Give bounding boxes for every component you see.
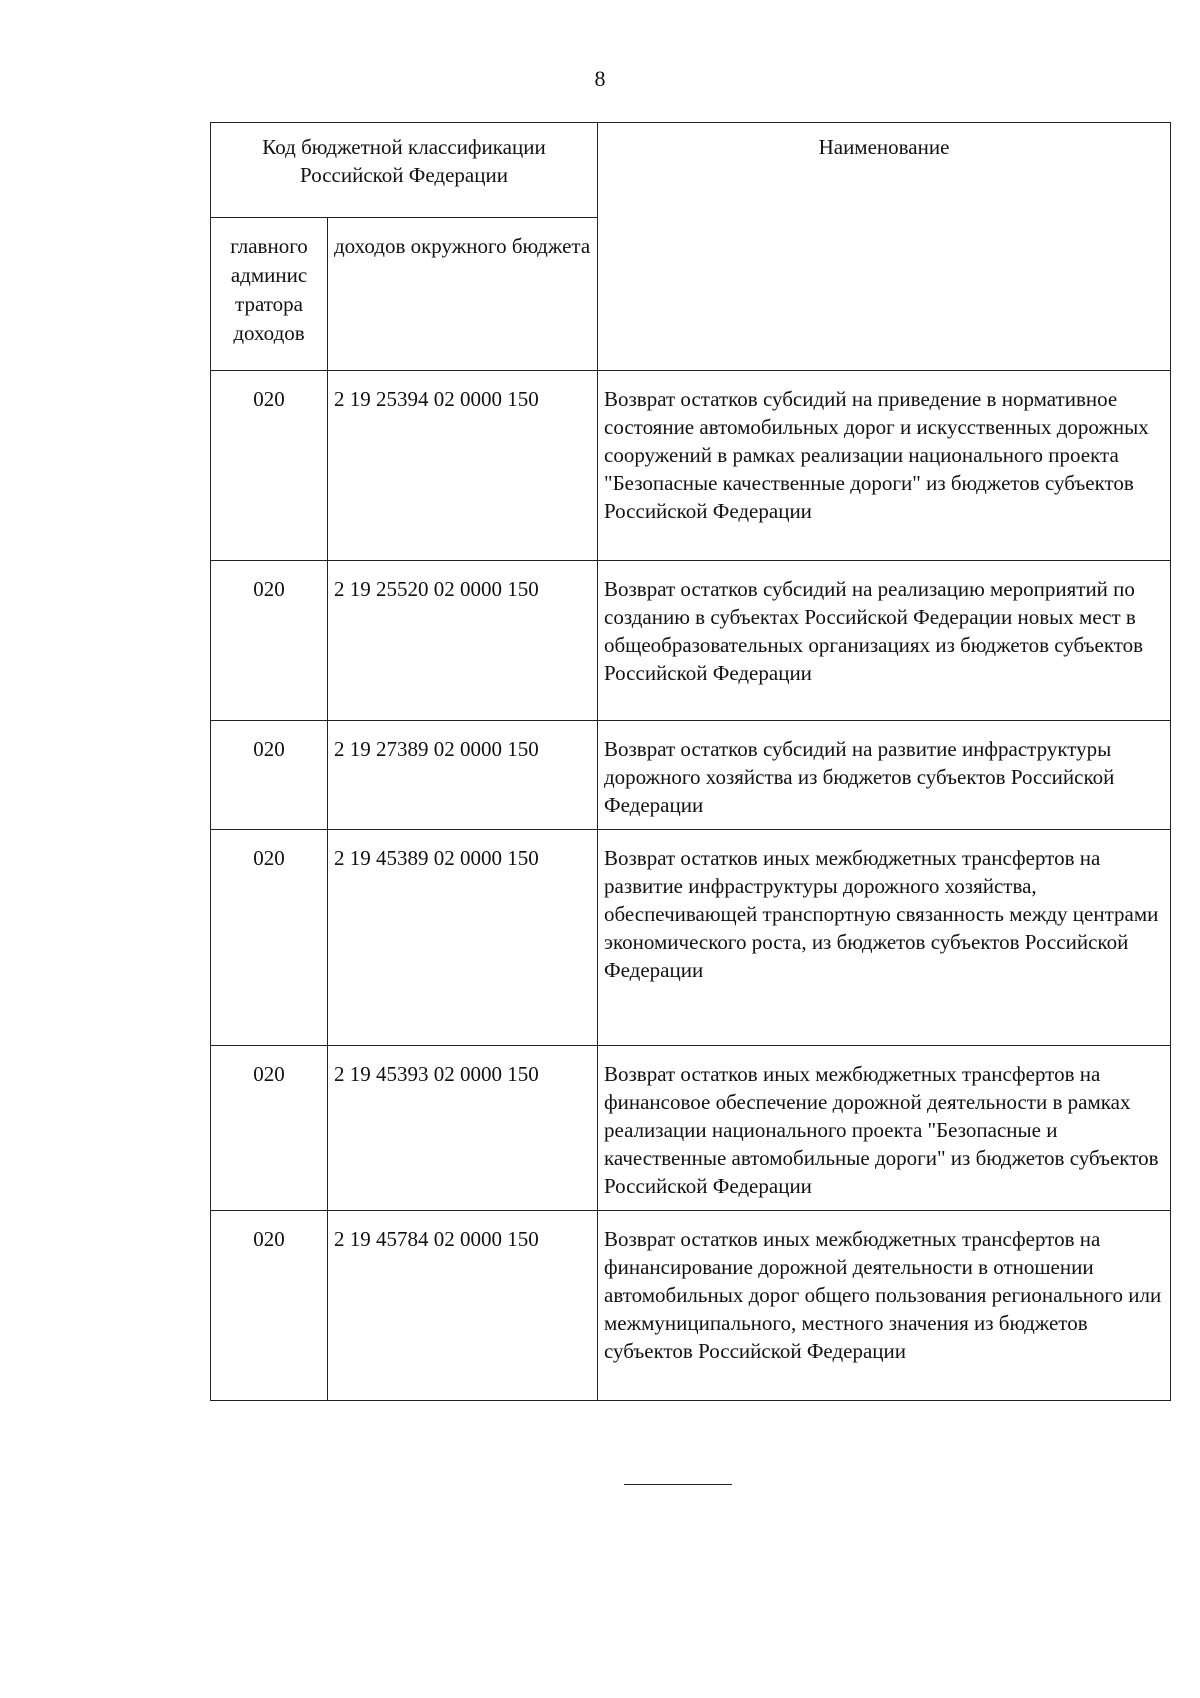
revenue-name-cell: Возврат остатков субсидий на развитие инфраструктуры дорожного хозяйства из бюджетов субъектов Российской Федерации — [598, 721, 1171, 830]
table-body — [211, 371, 1171, 1401]
page-number: 8 — [594, 66, 606, 91]
revenue-code-cell: 2 19 25394 02 0000 150 — [328, 371, 598, 561]
revenue-name-cell: Возврат остатков иных межбюджетных трансфертов на финансирование дорожной деятельности в отношении автомобильных дорог общего пользования регионального или межмуниципального, местного значения из бюджетов субъектов Российской Федерации — [598, 1211, 1171, 1401]
administrator-code-cell: 020 — [211, 721, 328, 830]
administrator-code-cell: 020 — [211, 1046, 328, 1211]
administrator-code-cell: 020 — [211, 1211, 328, 1401]
revenue-name-cell: Возврат остатков иных межбюджетных трансфертов на развитие инфраструктуры дорожного хозяйства, обеспечивающей транспортную связанность между центрами экономического роста, из бюджетов субъектов Российской Федерации — [598, 830, 1171, 1046]
table-row — [211, 561, 1171, 721]
revenue-code-cell: 2 19 27389 02 0000 150 — [328, 721, 598, 830]
revenue-code-cell: 2 19 25520 02 0000 150 — [328, 561, 598, 721]
revenue-code-cell: 2 19 45389 02 0000 150 — [328, 830, 598, 1046]
table-row — [211, 1211, 1171, 1401]
budget-classification-table — [210, 122, 1171, 1401]
header-district-budget-revenue: доходов окружного бюджета — [328, 218, 598, 371]
revenue-code-cell: 2 19 45393 02 0000 150 — [328, 1046, 598, 1211]
administrator-code-cell: 020 — [211, 830, 328, 1046]
header-chief-administrator: главного админис тратора доходов — [211, 218, 328, 371]
administrator-code-cell: 020 — [211, 561, 328, 721]
table-row — [211, 371, 1171, 561]
table-row — [211, 830, 1171, 1046]
table-header — [211, 123, 1171, 371]
administrator-code-cell: 020 — [211, 371, 328, 561]
header-name: Наименование — [598, 123, 1171, 371]
revenue-name-cell: Возврат остатков субсидий на реализацию мероприятий по созданию в субъектах Российской Федерации новых мест в общеобразовательных организациях из бюджетов субъектов Российской Федерации — [598, 561, 1171, 721]
table-row — [211, 721, 1171, 830]
header-classification-code: Код бюджетной классификации Российской Федерации — [211, 123, 598, 218]
table-row — [211, 1046, 1171, 1211]
revenue-code-cell: 2 19 45784 02 0000 150 — [328, 1211, 598, 1401]
revenue-name-cell: Возврат остатков иных межбюджетных трансфертов на финансовое обеспечение дорожной деятельности в рамках реализации национального проекта "Безопасные и качественные автомобильные дороги" из бюджетов субъектов Российской Федерации — [598, 1046, 1171, 1211]
end-of-table-rule — [624, 1484, 732, 1485]
header-row-top — [211, 123, 1171, 218]
revenue-name-cell: Возврат остатков субсидий на приведение в нормативное состояние автомобильных дорог и искусственных дорожных сооружений в рамках реализации национального проекта "Безопасные качественные дороги" из бюджетов субъектов Российской Федерации — [598, 371, 1171, 561]
